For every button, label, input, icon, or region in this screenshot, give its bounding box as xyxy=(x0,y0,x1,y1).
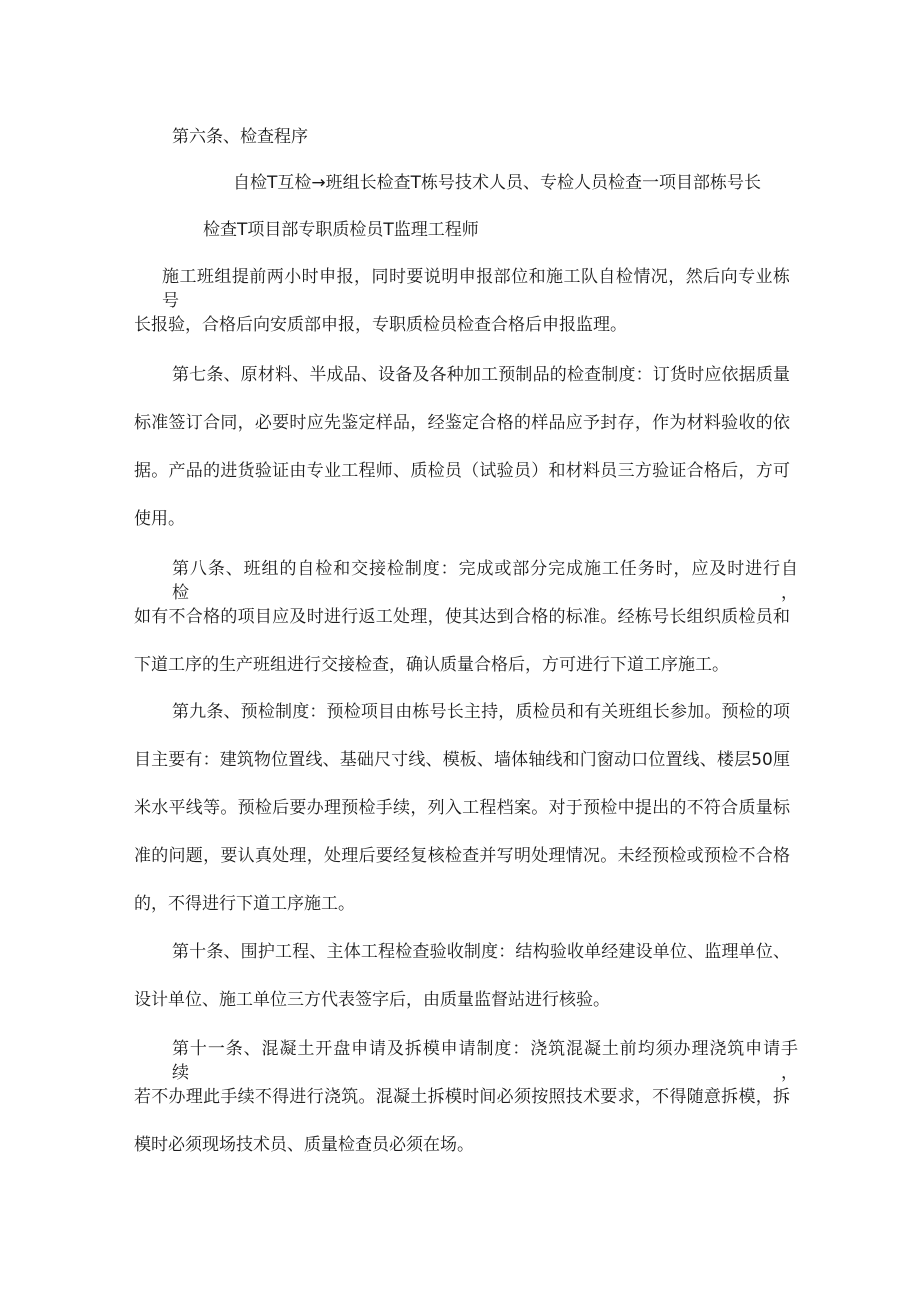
article-7-line-2: 标准签订合同，必要时应先鉴定样品，经鉴定合格的样品应予封存，作为材料验收的依 xyxy=(134,413,790,433)
article-9-line-1: 第九条、预检制度：预检项目由栋号长主持，质检员和有关班组长参加。预检的项 xyxy=(172,702,790,722)
article-11-line-2: 若不办理此手续不得进行浇筑。混凝土拆模时间必须按照技术要求，不得随意拆模，拆 xyxy=(134,1087,790,1107)
article-9-line-4: 准的问题，要认真处理，处理后要经复核检查并写明处理情况。未经预检或预检不合格 xyxy=(134,846,790,866)
article-10-line-2: 设计单位、施工单位三方代表签字后，由质量监督站进行核验。 xyxy=(134,990,610,1010)
article-8-line-3: 下道工序的生产班组进行交接检查，确认质量合格后，方可进行下道工序施工。 xyxy=(134,655,729,675)
article-7-line-1: 第七条、原材料、半成品、设备及各种加工预制品的检查制度：订货时应依据质量 xyxy=(172,365,790,385)
flow-line-1: 自检T互检→班组长检查T栋号技术人员、专检人员检查一项目部栋号长 xyxy=(233,173,762,193)
article-8-line-1: 第八条、班组的自检和交接检制度：完成或部分完成施工任务时，应及时进行自检， xyxy=(172,559,798,603)
article-10-line-1: 第十条、围护工程、主体工程检查验收制度：结构验收单经建设单位、监理单位、 xyxy=(172,942,790,962)
article-11-line-3: 模时必须现场技术员、质量检查员必须在场。 xyxy=(134,1135,474,1155)
article-9-line-3: 米水平线等。预检后要办理预检手续，列入工程档案。对于预检中提出的不符合质量标 xyxy=(134,798,790,818)
article-9-line-5: 的，不得进行下道工序施工。 xyxy=(134,894,355,914)
article-7-line-4: 使用。 xyxy=(134,509,185,529)
article-6-heading: 第六条、检查程序 xyxy=(172,127,308,147)
article-9-line-2: 目主要有：建筑物位置线、基础尺寸线、模板、墙体轴线和门窗动口位置线、楼层50厘 xyxy=(134,750,790,770)
article-7-line-3: 据。产品的进货验证由专业工程师、质检员（试验员）和材料员三方验证合格后，方可 xyxy=(134,461,790,481)
report-para-line-1: 施工班组提前两小时申报，同时要说明申报部位和施工队自检情况，然后向专业栋号 xyxy=(162,267,790,311)
report-para-line-2: 长报验，合格后向安质部申报，专职质检员检查合格后申报监理。 xyxy=(134,315,627,335)
article-11-line-1: 第十一条、混凝土开盘申请及拆模申请制度：浇筑混凝土前均须办理浇筑申请手续， xyxy=(172,1039,798,1083)
article-8-line-2: 如有不合格的项目应及时进行返工处理，使其达到合格的标准。经栋号长组织质检员和 xyxy=(134,607,790,627)
flow-line-2: 检查T项目部专职质检员T监理工程师 xyxy=(203,220,479,240)
